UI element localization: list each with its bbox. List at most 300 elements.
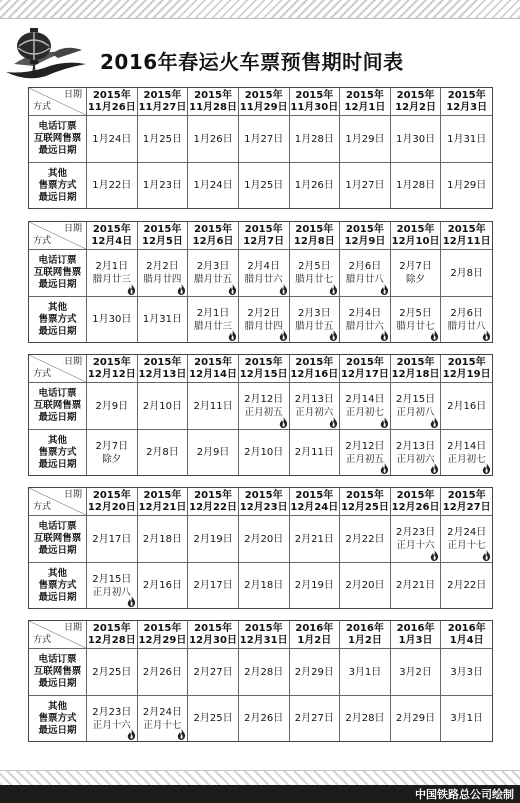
sale-date-header	[239, 488, 290, 516]
row-label-line: 互联网售票	[33, 400, 82, 411]
phone-online-latest-date	[290, 516, 341, 563]
other-latest-date	[391, 563, 442, 608]
latest-date-value: 1月31日	[142, 314, 182, 325]
sale-date-year: 2015年	[143, 489, 182, 501]
other-latest-date	[188, 163, 239, 208]
lunar-date-note: 正月初六	[396, 453, 435, 465]
lunar-date-note: 腊月廿八	[345, 274, 384, 285]
sale-date-year: 2015年	[396, 223, 435, 235]
sale-date-year: 2015年	[194, 622, 232, 634]
latest-date-value: 2月1日	[95, 261, 129, 272]
phone-online-latest-date	[290, 649, 341, 696]
latest-date-value: 1月22日	[92, 180, 132, 191]
sale-date-header	[188, 621, 239, 649]
other-latest-date	[290, 563, 341, 608]
phone-online-latest-date	[441, 516, 492, 563]
corner-date-label: 日期	[63, 357, 82, 367]
sale-date-year: 2015年	[143, 89, 182, 101]
sale-date-year: 2016年	[346, 622, 384, 634]
latest-date-value: 2月21日	[396, 580, 436, 591]
row-label-line: 互联网售票	[33, 666, 82, 677]
sale-date-day: 1月2日	[347, 634, 382, 646]
phone-online-latest-date	[188, 116, 239, 163]
sale-date-day: 11月28日	[189, 101, 237, 113]
phone-online-latest-date	[87, 250, 138, 297]
lunar-date-note: 正月十六	[396, 540, 435, 551]
sale-date-day: 12月2日	[395, 101, 436, 113]
latest-date-value: 2月16日	[142, 580, 182, 591]
phone-online-latest-date	[441, 250, 492, 297]
sale-date-day: 1月2日	[297, 634, 332, 646]
sale-date-day: 12月19日	[442, 368, 491, 380]
latest-date-value: 1月30日	[396, 133, 436, 145]
other-latest-date	[290, 696, 341, 741]
latest-date-value: 2月22日	[345, 533, 385, 545]
lunar-date-note: 正月初七	[447, 453, 486, 465]
other-latest-date	[239, 563, 290, 608]
phone-online-latest-date	[290, 116, 341, 163]
corner-method-label: 方式	[33, 369, 52, 379]
latest-date-value: 2月27日	[193, 666, 233, 678]
sale-date-header	[391, 621, 442, 649]
phone-online-latest-date	[239, 649, 290, 696]
sale-date-year: 2015年	[244, 223, 283, 235]
sale-date-header	[391, 88, 442, 116]
phone-online-latest-date	[138, 649, 189, 696]
phone-online-latest-date	[239, 383, 290, 430]
sale-date-year: 2015年	[346, 89, 384, 101]
row-label-line: 互联网售票	[33, 133, 82, 144]
latest-date-value: 2月23日	[92, 706, 132, 718]
phone-online-latest-date	[188, 516, 239, 563]
sale-date-header	[441, 621, 492, 649]
other-latest-date	[391, 163, 442, 208]
sale-date-year: 2015年	[143, 622, 182, 634]
other-latest-date	[239, 163, 290, 208]
lunar-date-note: 正月初八	[396, 407, 435, 418]
row-label-line: 互联网售票	[33, 267, 82, 278]
lunar-date-note: 正月初五	[244, 407, 283, 418]
row-label-line: 最远日期	[38, 325, 77, 337]
sale-date-day: 12月7日	[243, 235, 285, 247]
phone-online-latest-date	[239, 516, 290, 563]
sale-date-header	[87, 355, 138, 383]
other-latest-date	[87, 297, 138, 342]
sale-date-year: 2015年	[92, 223, 131, 235]
lunar-date-note: 腊月廿七	[295, 274, 334, 285]
latest-date-value: 2月18日	[142, 533, 182, 545]
row-label-line: 最远日期	[38, 279, 77, 290]
latest-date-value: 2月18日	[244, 580, 284, 591]
corner-method-label: 方式	[33, 635, 52, 645]
sale-date-year: 2016年	[396, 622, 435, 634]
row-label-line: 最远日期	[38, 458, 77, 470]
latest-date-value: 2月5日	[399, 307, 432, 319]
latest-date-value: 2月24日	[447, 527, 487, 538]
row-label-line: 电话订票	[38, 121, 77, 132]
phone-online-latest-date	[391, 250, 442, 297]
lunar-date-note: 除夕	[406, 274, 426, 285]
row-label-line: 最远日期	[38, 412, 77, 423]
latest-date-value: 2月12日	[244, 394, 284, 405]
lunar-date-note: 正月初七	[345, 407, 384, 418]
sale-date-header	[391, 488, 442, 516]
phone-online-latest-date	[87, 383, 138, 430]
sale-date-header	[340, 88, 391, 116]
latest-date-value: 2月14日	[447, 440, 487, 452]
sale-date-day: 12月4日	[91, 235, 133, 247]
latest-date-value: 2月11日	[193, 400, 233, 412]
sale-date-year: 2015年	[396, 89, 435, 101]
sale-date-year: 2015年	[244, 89, 283, 101]
other-latest-date	[239, 297, 290, 342]
row-label-line: 最远日期	[38, 145, 77, 156]
latest-date-value: 2月24日	[142, 706, 182, 718]
lunar-date-note: 腊月廿七	[396, 320, 435, 332]
sale-date-header	[188, 88, 239, 116]
phone-online-latest-date	[391, 116, 442, 163]
latest-date-value: 2月25日	[92, 666, 132, 678]
phone-online-latest-date	[239, 116, 290, 163]
latest-date-value: 2月19日	[193, 533, 233, 545]
row-label-phone-online	[29, 250, 87, 297]
sale-date-day: 12月5日	[142, 235, 183, 247]
latest-date-value: 2月28日	[345, 713, 385, 724]
latest-date-value: 2月27日	[294, 713, 334, 724]
other-latest-date	[441, 696, 492, 741]
sale-date-day: 12月17日	[341, 368, 389, 380]
latest-date-value: 2月25日	[193, 713, 233, 724]
other-latest-date	[391, 430, 442, 475]
row-label-line: 电话订票	[38, 521, 77, 532]
sale-date-header	[391, 355, 442, 383]
other-latest-date	[188, 430, 239, 475]
row-label-line: 其他	[47, 700, 67, 712]
corner-header	[29, 222, 87, 250]
phone-online-latest-date	[441, 383, 492, 430]
row-label-other	[29, 163, 87, 208]
corner-method-label: 方式	[33, 102, 52, 112]
latest-date-value: 3月1日	[450, 713, 484, 724]
latest-date-value: 2月8日	[450, 267, 484, 279]
sale-date-year: 2015年	[447, 356, 486, 368]
latest-date-value: 2月20日	[244, 533, 284, 545]
phone-online-latest-date	[138, 383, 189, 430]
phone-online-latest-date	[87, 649, 138, 696]
sale-date-day: 12月23日	[239, 501, 288, 513]
lunar-date-note: 腊月廿五	[295, 320, 334, 332]
sale-date-header	[290, 222, 341, 250]
other-latest-date	[441, 430, 492, 475]
latest-date-value: 1月27日	[244, 133, 284, 145]
latest-date-value: 1月23日	[142, 180, 182, 191]
sale-date-year: 2015年	[396, 489, 435, 501]
latest-date-value: 2月3日	[196, 261, 230, 272]
phone-online-latest-date	[340, 250, 391, 297]
other-latest-date	[138, 163, 189, 208]
sale-date-header	[290, 488, 341, 516]
sale-date-day: 12月14日	[189, 368, 237, 380]
corner-date-label: 日期	[63, 224, 82, 234]
latest-date-value: 3月3日	[450, 666, 484, 678]
sale-date-day: 12月18日	[391, 368, 440, 380]
latest-date-value: 1月25日	[244, 180, 284, 191]
other-latest-date	[340, 430, 391, 475]
latest-date-value: 2月23日	[396, 527, 436, 538]
latest-date-value: 2月15日	[92, 573, 132, 585]
latest-date-value: 2月22日	[447, 580, 487, 591]
latest-date-value: 2月26日	[244, 713, 284, 724]
sale-date-day: 12月26日	[391, 501, 440, 513]
sale-date-year: 2015年	[92, 89, 131, 101]
phone-online-latest-date	[391, 516, 442, 563]
sale-date-year: 2015年	[143, 223, 182, 235]
row-label-line: 售票方式	[38, 179, 77, 191]
other-latest-date	[340, 696, 391, 741]
sale-date-day: 11月30日	[290, 101, 339, 113]
latest-date-value: 2月4日	[247, 261, 281, 272]
sale-date-year: 2016年	[447, 622, 486, 634]
sale-date-header	[239, 88, 290, 116]
other-latest-date	[290, 163, 341, 208]
phone-online-latest-date	[340, 116, 391, 163]
sale-date-header	[340, 621, 391, 649]
latest-date-value: 1月27日	[345, 180, 385, 191]
corner-header	[29, 621, 87, 649]
sale-date-header	[188, 488, 239, 516]
other-latest-date	[391, 297, 442, 342]
other-latest-date	[188, 297, 239, 342]
phone-online-latest-date	[87, 516, 138, 563]
row-label-line: 售票方式	[38, 712, 77, 724]
sale-date-day: 11月29日	[239, 101, 288, 113]
sale-date-header	[138, 488, 189, 516]
sale-date-year: 2015年	[194, 223, 232, 235]
sale-date-year: 2015年	[447, 223, 486, 235]
sale-date-header	[290, 621, 341, 649]
schedule-table	[28, 487, 493, 609]
top-decorative-border	[0, 0, 520, 19]
phone-online-latest-date	[340, 383, 391, 430]
row-label-line: 售票方式	[38, 579, 77, 591]
corner-header	[29, 88, 87, 116]
sale-date-day: 12月10日	[391, 235, 440, 247]
corner-date-label: 日期	[63, 490, 82, 500]
sale-date-header	[441, 88, 492, 116]
other-latest-date	[391, 696, 442, 741]
lunar-date-note: 除夕	[102, 453, 122, 465]
lunar-date-note: 腊月廿四	[143, 274, 182, 285]
latest-date-value: 2月21日	[294, 533, 334, 545]
sale-date-year: 2016年	[295, 622, 334, 634]
sale-date-day: 12月13日	[138, 368, 187, 380]
row-label-other	[29, 696, 87, 741]
sale-date-header	[239, 222, 290, 250]
latest-date-value: 2月7日	[399, 261, 432, 272]
sale-date-day: 12月22日	[189, 501, 237, 513]
row-label-phone-online	[29, 649, 87, 696]
other-latest-date	[239, 430, 290, 475]
phone-online-latest-date	[138, 116, 189, 163]
other-latest-date	[340, 163, 391, 208]
sale-date-header	[340, 488, 391, 516]
lantern-logo-icon	[4, 24, 88, 84]
footer-credit: 中国铁路总公司绘制	[415, 788, 514, 801]
latest-date-value: 2月4日	[348, 307, 382, 319]
sale-date-day: 1月3日	[398, 634, 433, 646]
lunar-date-note: 腊月廿六	[345, 320, 384, 332]
sale-date-header	[441, 222, 492, 250]
latest-date-value: 2月28日	[244, 666, 284, 678]
latest-date-value: 3月1日	[348, 666, 382, 678]
row-label-line: 最远日期	[38, 591, 77, 603]
latest-date-value: 2月20日	[345, 580, 385, 591]
latest-date-value: 2月16日	[447, 400, 487, 412]
latest-date-value: 2月6日	[450, 307, 484, 319]
row-label-other	[29, 563, 87, 608]
latest-date-value: 2月3日	[297, 307, 331, 319]
phone-online-latest-date	[340, 649, 391, 696]
lunar-date-note: 正月初八	[92, 586, 131, 598]
latest-date-value: 2月12日	[345, 440, 385, 452]
sale-date-year: 2015年	[92, 489, 131, 501]
sale-date-day: 12月9日	[344, 235, 386, 247]
lunar-date-note: 正月初六	[295, 407, 334, 418]
sale-date-year: 2015年	[346, 489, 384, 501]
sale-date-year: 2015年	[244, 622, 283, 634]
other-latest-date	[138, 297, 189, 342]
sale-date-year: 2015年	[447, 489, 486, 501]
other-latest-date	[138, 430, 189, 475]
lunar-date-note: 正月十七	[143, 719, 182, 731]
sale-date-header	[87, 621, 138, 649]
sale-date-year: 2015年	[447, 89, 486, 101]
sale-date-header	[138, 621, 189, 649]
sale-date-day: 1月4日	[449, 634, 484, 646]
other-latest-date	[290, 430, 341, 475]
sale-date-header	[188, 222, 239, 250]
lunar-date-note: 腊月廿四	[244, 320, 283, 332]
latest-date-value: 2月29日	[396, 713, 436, 724]
other-latest-date	[340, 563, 391, 608]
row-label-phone-online	[29, 516, 87, 563]
other-latest-date	[188, 696, 239, 741]
latest-date-value: 2月2日	[247, 307, 281, 319]
sale-date-day: 12月29日	[138, 634, 187, 646]
schedule-table	[28, 354, 493, 476]
latest-date-value: 2月10日	[244, 447, 284, 458]
sale-date-header	[239, 621, 290, 649]
other-latest-date	[188, 563, 239, 608]
row-label-line: 售票方式	[38, 313, 77, 325]
phone-online-latest-date	[87, 116, 138, 163]
lunar-date-note: 正月十六	[92, 719, 131, 731]
sale-date-day: 12月15日	[239, 368, 288, 380]
phone-online-latest-date	[188, 383, 239, 430]
sale-date-header	[391, 222, 442, 250]
lunar-date-note: 腊月廿三	[92, 274, 131, 285]
latest-date-value: 1月26日	[193, 133, 233, 145]
latest-date-value: 2月29日	[294, 666, 334, 678]
sale-date-day: 12月20日	[87, 501, 136, 513]
latest-date-value: 2月9日	[95, 400, 129, 412]
sale-date-year: 2015年	[92, 356, 131, 368]
latest-date-value: 2月9日	[196, 447, 230, 458]
sale-date-year: 2015年	[143, 356, 182, 368]
sale-date-day: 12月1日	[344, 101, 386, 113]
other-latest-date	[87, 696, 138, 741]
phone-online-latest-date	[441, 116, 492, 163]
other-latest-date	[87, 430, 138, 475]
row-label-phone-online	[29, 116, 87, 163]
sale-date-header	[188, 355, 239, 383]
sale-date-year: 2015年	[295, 356, 334, 368]
sale-date-header	[441, 488, 492, 516]
phone-online-latest-date	[138, 250, 189, 297]
phone-online-latest-date	[441, 649, 492, 696]
phone-online-latest-date	[188, 250, 239, 297]
latest-date-value: 1月29日	[345, 133, 385, 145]
latest-date-value: 2月17日	[193, 580, 233, 591]
sale-date-day: 12月30日	[189, 634, 237, 646]
row-label-line: 其他	[47, 434, 67, 446]
latest-date-value: 2月13日	[396, 440, 436, 452]
other-latest-date	[290, 297, 341, 342]
phone-online-latest-date	[340, 516, 391, 563]
latest-date-value: 2月13日	[294, 394, 334, 405]
lunar-date-note: 腊月廿八	[447, 320, 486, 332]
row-label-line: 电话订票	[38, 654, 77, 665]
phone-online-latest-date	[391, 649, 442, 696]
sale-date-header	[138, 355, 189, 383]
corner-method-label: 方式	[33, 502, 52, 512]
footer-bar	[0, 785, 520, 803]
sale-date-header	[138, 88, 189, 116]
sale-date-day: 12月3日	[446, 101, 488, 113]
latest-date-value: 2月26日	[142, 666, 182, 678]
sale-date-header	[290, 88, 341, 116]
corner-header	[29, 488, 87, 516]
phone-online-latest-date	[239, 250, 290, 297]
latest-date-value: 2月14日	[345, 394, 385, 405]
row-label-line: 其他	[47, 167, 67, 179]
latest-date-value: 2月17日	[92, 533, 132, 545]
latest-date-value: 1月24日	[92, 133, 132, 145]
schedule-table	[28, 87, 493, 209]
phone-online-latest-date	[138, 516, 189, 563]
latest-date-value: 2月19日	[294, 580, 334, 591]
row-label-line: 电话订票	[38, 388, 77, 399]
other-latest-date	[239, 696, 290, 741]
row-label-line: 其他	[47, 567, 67, 579]
sale-date-year: 2015年	[92, 622, 131, 634]
latest-date-value: 1月31日	[447, 133, 487, 145]
sale-date-header	[340, 355, 391, 383]
lunar-date-note: 腊月廿五	[194, 274, 233, 285]
sale-date-header	[239, 355, 290, 383]
other-latest-date	[441, 163, 492, 208]
row-label-line: 电话订票	[38, 255, 77, 266]
sale-date-header	[340, 222, 391, 250]
lunar-date-note: 腊月廿三	[194, 320, 233, 332]
sale-date-header	[87, 88, 138, 116]
latest-date-value: 1月24日	[193, 180, 233, 191]
latest-date-value: 1月30日	[92, 314, 132, 325]
latest-date-value: 3月2日	[399, 666, 432, 678]
sale-date-day: 11月27日	[138, 101, 187, 113]
other-latest-date	[441, 563, 492, 608]
sale-date-day: 12月21日	[138, 501, 187, 513]
